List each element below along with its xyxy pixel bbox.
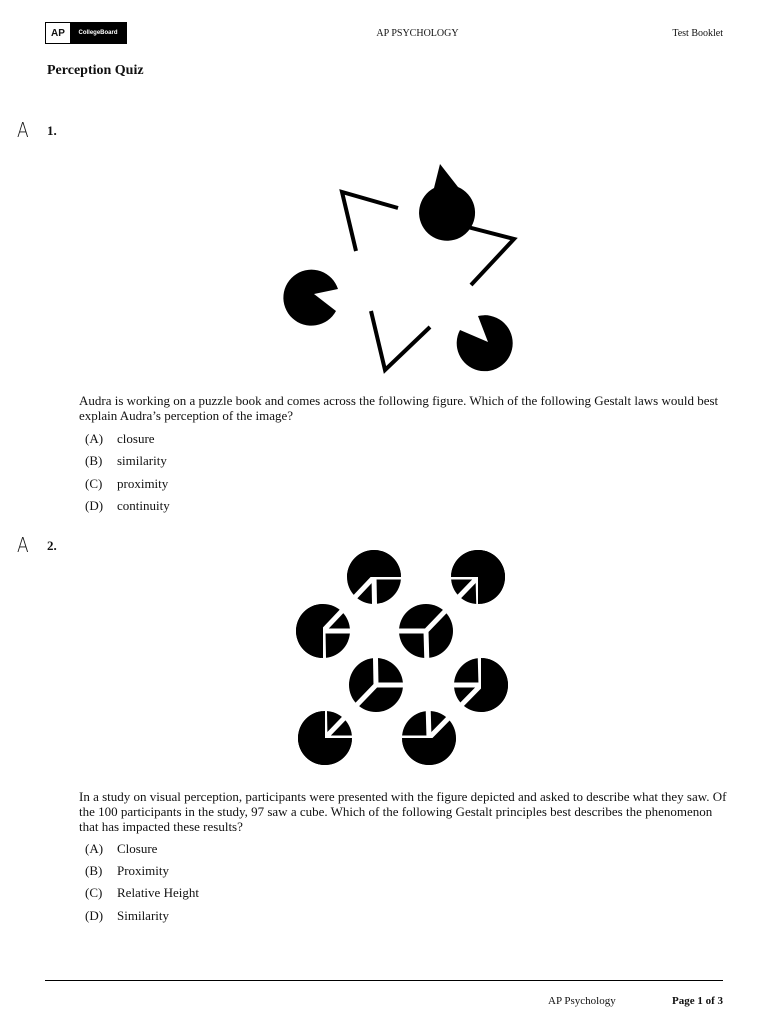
option-label: (C): [85, 476, 103, 491]
option-text: proximity: [117, 476, 169, 491]
disc-6-outer-right: [481, 658, 508, 712]
logo-brand-text: CollegeBoard: [70, 23, 126, 43]
disc-3-outer-left: [296, 604, 323, 658]
footer-subject: AP Psychology: [548, 995, 616, 1007]
footer-divider: [45, 980, 723, 981]
disc-7-outer-left: [298, 711, 325, 765]
option-q1-c[interactable]: [85, 476, 168, 492]
option-text: closure: [117, 431, 155, 446]
cube-edge-conn-2: [426, 577, 478, 631]
option-q2-a[interactable]: [85, 841, 157, 857]
triangle-segment-bottom: [371, 311, 430, 370]
option-q2-c[interactable]: [85, 885, 199, 901]
option-text: Relative Height: [117, 885, 199, 900]
disc-8-outer-bottom: [402, 738, 456, 765]
option-text: similarity: [117, 453, 167, 468]
question-text-q1: Audra is working on a puzzle book and comes across the following figure. Which of the following Gestalt laws would best explain Audra’s perception of the image?: [79, 393, 719, 423]
pacman-disc-bottom: [457, 315, 513, 371]
cube-edge-conn-4: [429, 685, 481, 738]
option-q2-d[interactable]: [85, 908, 169, 924]
question-text-q2: In a study on visual perception, participants were presented with the figure depicted and asked to describe what they saw. Of the 100 participants in the study, 97 saw a cube. Which of the following Gestalt principles best describes the phenomenon that has impacted these results?: [79, 789, 727, 834]
option-label: (C): [85, 885, 103, 900]
option-q1-a[interactable]: [85, 431, 155, 447]
footer-page-number: Page 1 of 3: [671, 995, 723, 1007]
cube-edge-front-right: [426, 631, 429, 738]
illusory-cube-figure: [0, 540, 768, 770]
logo-ap-text: AP: [46, 23, 70, 43]
option-q2-b[interactable]: [85, 863, 169, 879]
answer-mark-q1: A: [17, 118, 29, 142]
option-label: (D): [85, 498, 104, 513]
option-label: (D): [85, 908, 104, 923]
pacman-disc-top: [419, 164, 475, 241]
question-number-q1: 1.: [47, 123, 57, 138]
header-subject: AP PSYCHOLOGY: [376, 28, 459, 39]
option-text: continuity: [117, 498, 170, 513]
option-text: Similarity: [117, 908, 169, 923]
option-q1-b[interactable]: [85, 453, 167, 469]
option-label: (A): [85, 431, 104, 446]
answer-mark-q2: A: [17, 533, 29, 557]
header-booklet-label: Test Booklet: [672, 28, 723, 39]
page-title: Perception Quiz: [47, 63, 144, 78]
option-text: Proximity: [117, 863, 170, 878]
disc-1-outer: [347, 550, 401, 577]
option-label: (A): [85, 841, 104, 856]
kanizsa-triangle-figure: [0, 120, 768, 390]
pacman-disc-left: [283, 270, 338, 326]
option-label: (B): [85, 863, 103, 878]
option-q1-d[interactable]: [85, 498, 170, 514]
disc-2-outer-right: [478, 550, 505, 604]
option-text: Closure: [117, 841, 158, 856]
question-number-q2: 2.: [47, 538, 57, 553]
option-label: (B): [85, 453, 103, 468]
triangle-segment-left: [342, 192, 398, 251]
